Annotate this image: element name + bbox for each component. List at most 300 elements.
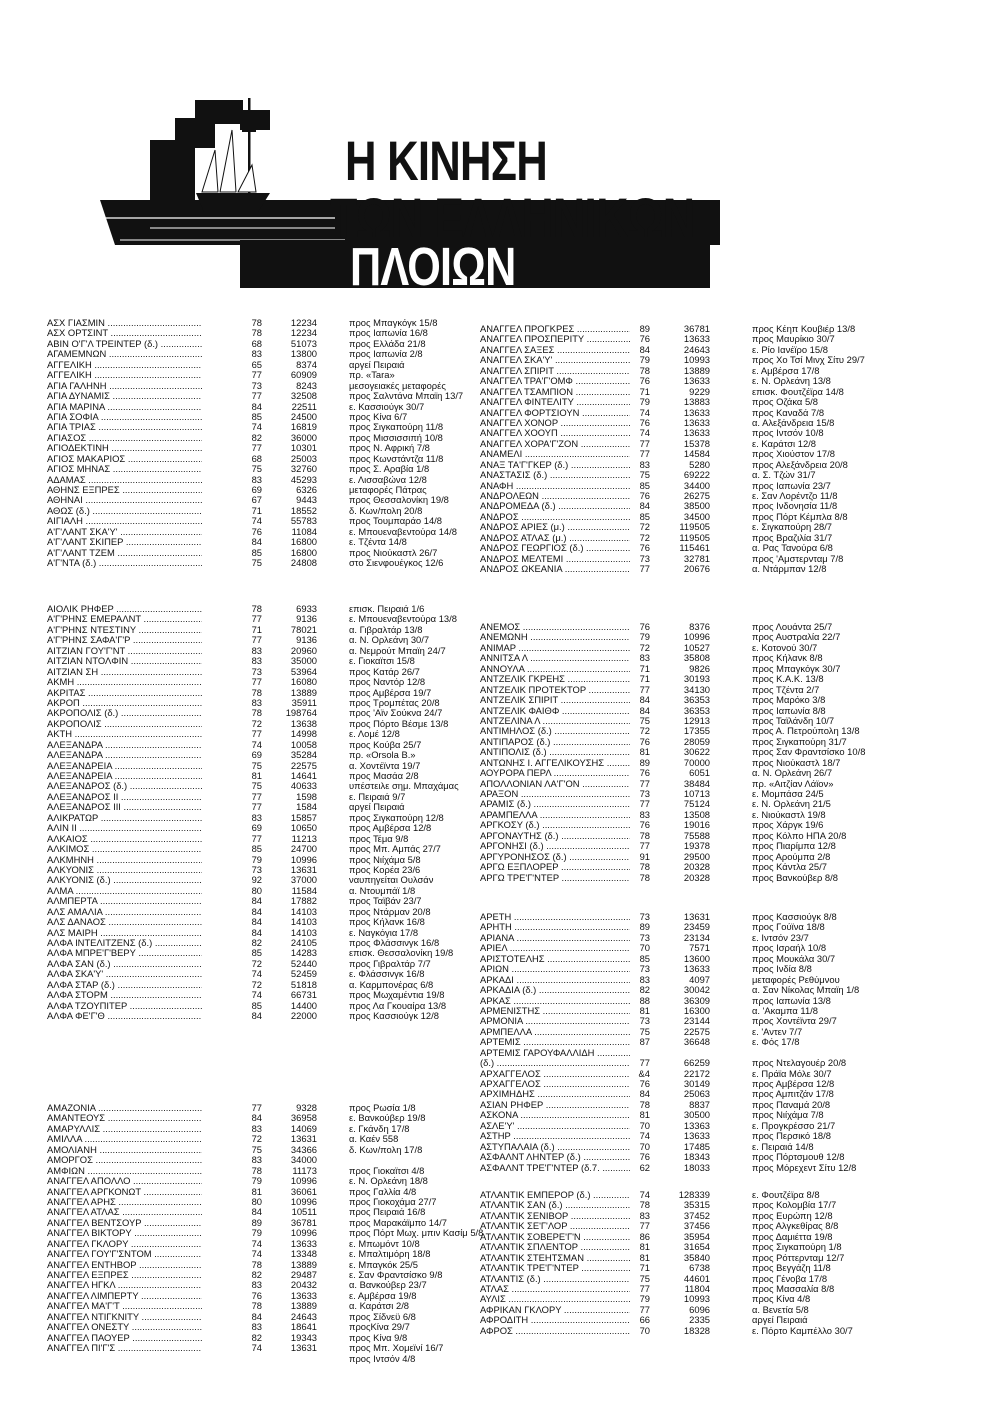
build-year: 75 [251, 759, 262, 771]
tonnage: 11804 [684, 1282, 710, 1294]
ship-row [480, 747, 980, 757]
build-year: 74 [639, 1189, 650, 1200]
tonnage: 29487 [290, 1269, 317, 1280]
destination: προς Ταϊβάν 23/7 [349, 896, 422, 907]
tonnage: 10993 [683, 354, 710, 366]
destination: προς Περσικό 18/8 [752, 1131, 831, 1142]
build-year: 73 [639, 1015, 650, 1027]
tonnage: 10996 [290, 853, 317, 865]
destination: προς Αλγκεθίρας 8/8 [752, 1221, 839, 1232]
tonnage: 9826 [689, 662, 710, 674]
ship-name: ΑΡΚΑΔΙΑ (δ.) ..... [480, 985, 630, 995]
tonnage: 19343 [290, 1331, 317, 1343]
tonnage: 24500 [290, 410, 317, 422]
destination: προς Ν. Αφρική 7/8 [349, 443, 430, 454]
tonnage: 22575 [683, 1025, 710, 1037]
ship-name: ΑΡΓΟΝΗΣΙ (δ.) ..... [480, 841, 630, 851]
build-year: 88 [639, 994, 650, 1006]
tonnage: 35000 [290, 655, 317, 667]
destination: προς Ινδία 8/8 [752, 964, 812, 975]
build-year: 73 [251, 665, 262, 677]
tonnage: 8837 [689, 1098, 710, 1110]
build-year: 72 [251, 1133, 262, 1145]
tonnage: 30500 [683, 1109, 710, 1121]
ship-name: ΑΡΓΟΝΑΥΤΗΣ (δ.) ..... [480, 831, 630, 841]
tonnage: 52459 [290, 968, 317, 980]
destination: ε. Μπωμόντ 10/8 [349, 1238, 420, 1249]
ship-name: ΑΤΛΑΝΤΙΚ ΣΠΛΕΝΤΟΡ ..... [480, 1242, 630, 1252]
destination: προς Χο Τσί Μινχ Σίτυ 29/7 [752, 355, 865, 366]
ship-name: ΑΛΦΑ ΦΕ'Γ'Θ ..... [47, 1011, 202, 1021]
destination: προς Μπ. Χομεϊνί 16/7 [349, 1343, 444, 1354]
tonnage: 53964 [290, 665, 317, 677]
destination: προς Αυστραλία 22/7 [752, 632, 841, 643]
ship-name: ΑΤΛΑΝΤΙΚ ΣΤΕΗΤΣΜΑΝ ..... [480, 1253, 630, 1263]
tonnage: 28059 [683, 735, 710, 747]
tonnage: 38484 [683, 777, 710, 789]
ship-name: Α'Γ'ΛΑΝΤ ΣΚΙΠΕΡ ..... [47, 537, 202, 547]
destination: προς Σίδνεϋ 6/8 [349, 1311, 416, 1322]
ship-name: ΑΚΡΟΠΟΛΙΣ ..... [47, 719, 202, 729]
tonnage: 11584 [291, 884, 317, 896]
destination: α. Ν. Ορλεάνη 26/7 [752, 768, 833, 779]
build-year: 78 [251, 686, 262, 698]
ship-name: ΑΡΜΠΕΛΛΑ ..... [480, 1027, 630, 1037]
tonnage: 14069 [290, 1122, 317, 1134]
tonnage: 35840 [683, 1251, 710, 1263]
listing-block-R1 [480, 324, 980, 575]
build-year: 70 [639, 1324, 650, 1336]
build-year: 84 [251, 536, 262, 548]
tonnage: 13633 [683, 416, 710, 428]
build-year: 84 [251, 400, 262, 412]
build-year: 89 [639, 323, 650, 334]
build-year: 85 [251, 947, 262, 959]
destination: προς Σιγκαπούρη 11/8 [349, 422, 444, 433]
destination: ε. Φλάσσινγκ 16/8 [349, 969, 425, 980]
ship-row [480, 1079, 980, 1089]
destination: επισκ. Πειραιά 1/6 [349, 604, 425, 614]
build-year: 83 [251, 1154, 262, 1166]
ship-name: ΑΡΚΑΣ ..... [480, 996, 630, 1006]
build-year: 82 [251, 937, 262, 948]
ship-name: Α'Γ'ΝΤΑ (δ.) ..... [47, 558, 202, 568]
ship-row [480, 1121, 980, 1131]
destination: μεσογειακές μεταφορές [349, 380, 446, 391]
ship-name: ΑΝΔΡΟΣ ΜΕΛΤΕΜΙ ..... [480, 554, 630, 564]
ship-row [480, 324, 980, 334]
ship-name: ΑΛΕΞΑΝΔΡΑ ..... [47, 750, 202, 760]
ship-name: ΑΙΟΛΙΚ ΡΗΦΕΡ ..... [47, 604, 202, 614]
ship-row [47, 907, 487, 917]
build-year: 85 [639, 510, 650, 522]
destination: ε. Ναγκόγια 17/8 [349, 927, 419, 938]
ship-name: ΑΛΚΑΙΟΣ ..... [47, 834, 202, 844]
ship-row [480, 1200, 980, 1210]
ship-row [47, 875, 487, 885]
ship-row [47, 402, 487, 412]
build-year: 78 [251, 327, 262, 339]
ship-name: ΑΡΧΑΓΓΕΛΟΣ ..... [480, 1079, 630, 1089]
destination: προς Ιντσόν 4/8 [349, 1353, 416, 1364]
ship-row [480, 1253, 980, 1263]
ship-name: ΑΜΦΙΩΝ ..... [47, 1166, 202, 1176]
destination: προς Ιαπωνία 23/7 [752, 480, 831, 491]
destination: ε. Σαν Φραντσίσκο 9/8 [349, 1270, 443, 1280]
tonnage: 13889 [290, 1258, 317, 1270]
ship-row [47, 443, 487, 453]
tonnage: 12913 [683, 714, 710, 726]
build-year: 83 [639, 458, 650, 470]
build-year: 83 [251, 655, 262, 667]
ship-name: ΑΛΙΚΡΑΤΩΡ ..... [47, 813, 202, 823]
destination: προς Σιγκαπούρη 31/7 [752, 736, 847, 747]
destination: προς Γένοβα 17/8 [752, 1273, 828, 1284]
tonnage: 34130 [683, 683, 710, 695]
ship-row [480, 922, 980, 932]
ship-row [47, 1124, 487, 1134]
tonnage: 60909 [290, 369, 317, 381]
destination: προς Γιοκοχάμα 27/7 [349, 1196, 437, 1207]
tonnage: 119505 [679, 531, 710, 543]
ship-name: ΑΝΑΓΓΕΛ ΑΡΗΣ ..... [47, 1197, 202, 1207]
ship-row [480, 954, 980, 964]
destination: προς Σ. Αραβία 1/8 [349, 464, 430, 475]
ship-row [47, 604, 487, 614]
build-year: 84 [251, 895, 262, 907]
ship-name: ΑΓΙΑ ΔΥΝΑΜΙΣ ..... [47, 391, 202, 401]
destination: α. Σαν Νίκολας Μπαϊη 1/8 [752, 985, 860, 996]
ship-row [47, 855, 487, 865]
tonnage: 16800 [290, 536, 317, 548]
ship-row [47, 677, 487, 687]
tonnage: 10996 [683, 631, 710, 643]
tonnage: 13800 [290, 348, 317, 360]
tonnage: 55783 [290, 515, 317, 527]
build-year: 79 [251, 1175, 262, 1187]
build-year: 85 [639, 952, 650, 964]
build-year: 78 [639, 871, 650, 883]
ship-row [480, 564, 980, 574]
tonnage: 16300 [683, 1004, 710, 1016]
build-year: 84 [251, 1010, 262, 1022]
ship-name: Α'Γ'ΡΗΝΣ ΣΑΦΑ'Γ'Ρ ..... [47, 635, 202, 645]
ship-row [480, 481, 980, 491]
ship-name: ΑΓΙΑ ΣΟΦΙΑ ..... [47, 412, 202, 422]
destination: ε. Φός 17/8 [752, 1037, 800, 1048]
tonnage: 13889 [290, 1300, 317, 1312]
ship-row [480, 491, 980, 501]
ship-name: ΑΛΜΑ ..... [47, 886, 202, 896]
ship-row [47, 823, 487, 833]
tonnage: 9328 [296, 1102, 317, 1113]
ship-name: ΑΝΑΓΓΕΛ ΧΟΟΥΠ ..... [480, 428, 630, 438]
tonnage: 22511 [291, 400, 317, 412]
ship-name: ΑΡΓΚΟΣΥ (δ.) ..... [480, 820, 630, 830]
ship-name: ΑΝΑΓΓΕΛ ΣΑΞΕΣ ..... [480, 345, 630, 355]
ship-row [480, 1232, 980, 1242]
ship-row [47, 792, 487, 802]
destination: ε. Ν. Ορλεάνη 18/8 [349, 1176, 428, 1187]
build-year: 74 [251, 989, 262, 1001]
ship-row [47, 516, 487, 526]
destination: προς Ευρώπη 12/8 [752, 1210, 833, 1221]
ship-name: ΑΝΙΜΑΡ ..... [480, 643, 630, 653]
build-year: 76 [251, 1289, 262, 1301]
build-year: 78 [639, 861, 650, 873]
build-year: 73 [251, 863, 262, 875]
destination: α. Βενετία 5/8 [752, 1304, 809, 1315]
ship-row [47, 454, 487, 464]
ship-name: ΑΝΔΡΟΣ ..... [480, 512, 630, 522]
tonnage: 14400 [290, 999, 317, 1011]
destination: πρ. «Αιτζίαν Λάϊον» [752, 778, 834, 789]
build-year: 76 [639, 767, 650, 779]
tonnage: 18033 [683, 1161, 710, 1173]
tonnage: 37000 [290, 874, 317, 886]
tonnage: 13638 [290, 717, 317, 729]
ship-row [47, 990, 487, 1000]
ship-row [47, 708, 487, 718]
tonnage: 17485 [683, 1140, 710, 1152]
destination: προς Σαλντάνα Μπαϊη 13/7 [349, 391, 464, 402]
ship-row [480, 1048, 980, 1058]
ship-row [480, 933, 980, 943]
tonnage: 30622 [683, 746, 710, 758]
ship-row [47, 802, 487, 812]
ship-row [480, 1100, 980, 1110]
tonnage: 29500 [683, 850, 710, 862]
tonnage: 23459 [683, 921, 710, 933]
build-year: 81 [639, 1109, 650, 1121]
ship-row [47, 1134, 487, 1144]
ship-row [47, 844, 487, 854]
build-year: 84 [251, 916, 262, 928]
ship-row [47, 928, 487, 938]
tonnage: 34366 [290, 1143, 317, 1155]
tonnage: 52440 [290, 957, 317, 969]
listing-block-R2 [480, 622, 980, 883]
destination: στο Σιενφουέγκος 12/6 [349, 558, 444, 569]
build-year: 70 [639, 1119, 650, 1131]
destination: προς Θεσσαλονίκη 19/8 [349, 495, 449, 506]
tonnage: 12234 [290, 317, 317, 328]
ship-row [480, 873, 980, 883]
ship-name: ΑΤΛΑΝΤΙΚ ΣΕ'Γ'ΛΟΡ ..... [480, 1221, 630, 1231]
destination: ε. Πράϊα Μόλε 30/7 [752, 1068, 832, 1079]
tonnage: 13348 [290, 1248, 317, 1260]
build-year: 65 [251, 358, 262, 370]
destination: προς Ελλάδα 21/8 [349, 338, 426, 349]
ship-name: ΑΝΑΓΓΕΛ ΟΝΕΣΤΥ ..... [47, 1322, 202, 1332]
build-year: 84 [251, 1310, 262, 1322]
destination: προς Κήλανκ 8/8 [752, 653, 823, 664]
tonnage: 10996 [290, 1175, 317, 1187]
tonnage: 35808 [683, 652, 710, 664]
ship-row [47, 1197, 487, 1207]
ship-row [480, 622, 980, 632]
build-year: 83 [639, 808, 650, 820]
tonnage: 16080 [290, 676, 317, 688]
tonnage: 14103 [290, 916, 317, 928]
ship-row [47, 948, 487, 958]
build-year: 76 [639, 735, 650, 747]
ship-name: ΑΚΡΙΤΑΣ ..... [47, 688, 202, 698]
ship-name: ΑΝΑΓΓΕΛ ΦΙΝΤΕΛΙΤΥ ..... [480, 397, 630, 407]
ship-name: ΑΝΤΙΜΗΛΟΣ (δ.) ..... [480, 726, 630, 736]
ship-row [480, 522, 980, 532]
tonnage: 1584 [296, 801, 317, 813]
ship-name: ΑΣΧ ΓΙΑΣΜΙΝ ..... [47, 318, 202, 328]
destination: προς Πόρτ Μωχ. μπιν Κασίμ 5/8 [349, 1228, 484, 1239]
ship-name: ΑΛΦΑ ΣΚΑ'Υ' ..... [47, 969, 202, 979]
tonnage: 13633 [290, 1237, 317, 1249]
destination: προς Κασσιούγκ 12/8 [349, 1011, 439, 1022]
ship-row [47, 729, 487, 739]
ship-name: ΑΝΤΖΕΛΙΚ ΣΠΙΡΙΤ ..... [480, 695, 630, 705]
destination: προς Κολομβία 17/7 [752, 1200, 837, 1211]
tonnage: 15378 [683, 437, 710, 449]
tonnage: 13633 [683, 1130, 710, 1142]
tonnage: 13633 [683, 406, 710, 418]
destination: ε. Γιοκαϊτσι 15/8 [349, 656, 415, 667]
tonnage: 16800 [290, 546, 317, 558]
ship-name: ΑΚΤΗ ..... [47, 729, 202, 739]
destination: προς Κωνστάντζα 11/8 [349, 453, 444, 464]
build-year: 75 [639, 1025, 650, 1037]
ship-row [47, 750, 487, 760]
destination: ε. Λομέ 12/8 [349, 729, 400, 740]
build-year: 78 [251, 1164, 262, 1176]
ship-row [480, 460, 980, 470]
ship-row [47, 349, 487, 359]
tonnage: 20432 [290, 1279, 317, 1291]
ship-name: ΑΜΑΝΤΕΟΥΣ ..... [47, 1113, 202, 1123]
tonnage: 2335 [689, 1314, 710, 1326]
tonnage: 115461 [679, 542, 710, 554]
destination: προς Μαυρίκιο 30/7 [752, 334, 835, 345]
build-year: 78 [251, 317, 262, 328]
ship-row [47, 834, 487, 844]
ship-row [47, 1354, 487, 1364]
build-year: 72 [639, 521, 650, 533]
ship-name: ΑΓΓΕΛΙΚΗ ..... [47, 370, 202, 380]
destination: προς Α. Πετρούπολη 13/8 [752, 726, 860, 737]
build-year: 77 [639, 437, 650, 449]
ship-name: ΑΡΑΞΟΝ ..... [480, 789, 630, 799]
tonnage: 14103 [290, 926, 317, 938]
ship-row [480, 799, 980, 809]
ship-row [47, 1333, 487, 1343]
listing-block-L1 [47, 318, 487, 569]
build-year: 78 [251, 1258, 262, 1270]
build-year: 83 [251, 473, 262, 485]
build-year: 70 [639, 1140, 650, 1152]
tonnage: 32781 [683, 552, 710, 564]
destination: προς Κορέα 23/6 [349, 864, 421, 875]
ship-name: Α'Γ'ΛΑΝΤ ΣΚΑ'Υ' ..... [47, 527, 202, 537]
ship-name: ΑΙΤΖΙΑΝ ΓΟΥ'Γ'ΝΤ ..... [47, 646, 202, 656]
ship-name: ΑΝΕΜΩΝΗ ..... [480, 632, 630, 642]
destination: α. Καράτσι 2/8 [349, 1301, 410, 1312]
tonnage: 66259 [683, 1057, 710, 1069]
destination: προς Ισραήλ 10/8 [752, 943, 827, 954]
build-year: 78 [251, 603, 262, 614]
destination: προς Πόρτσμουθ 12/8 [752, 1152, 845, 1163]
title-line-1: Η ΚΙΝΗΣΗ [345, 129, 547, 192]
ship-name: ΑΤΛΑΝΤΙΚ ΤΡΕ'Γ'ΝΤΕΡ ..... [480, 1263, 630, 1273]
ship-name: ΑΡΚΑΔΙ ..... [480, 975, 630, 985]
ship-row [47, 1312, 487, 1322]
build-year: 83 [251, 1122, 262, 1134]
tonnage: 18552 [290, 504, 317, 516]
destination: προς Φλάσσινγκ 16/8 [349, 938, 440, 948]
destination: ε. Σιγκαπούρη 28/7 [752, 522, 833, 533]
ship-name: ΑΛΕΞΑΝΔΡΕΙΑ ..... [47, 771, 202, 781]
build-year: 81 [639, 1241, 650, 1253]
ship-row [47, 980, 487, 990]
destination: α. Καρμπονέρας 6/8 [349, 979, 434, 990]
tonnage: 18328 [683, 1324, 710, 1336]
ship-name: ΑΝΤΖΕΛΙΚ ΠΡΟΤΕΚΤΟΡ ..... [480, 685, 630, 695]
build-year: 79 [639, 354, 650, 366]
build-year: 83 [251, 1279, 262, 1291]
ship-row [480, 685, 980, 695]
build-year: 82 [251, 1269, 262, 1280]
build-year: 77 [639, 840, 650, 852]
tonnage: 35954 [683, 1230, 710, 1242]
ship-row [480, 1190, 980, 1200]
tonnage: 198764 [285, 707, 317, 719]
destination: προς Ντελαγουέρ 20/8 [752, 1058, 847, 1069]
ship-row [47, 886, 487, 896]
destination: ε. Μπαλτιμόρη 18/8 [349, 1249, 431, 1260]
ship-row [47, 527, 487, 537]
build-year: 74 [251, 515, 262, 527]
ship-row [47, 1176, 487, 1186]
ship-row [480, 408, 980, 418]
ship-name: ΑΙΤΖΙΑΝ ΝΤΟΛΦΙΝ ..... [47, 656, 202, 666]
ship-name: ΑΤΛΑΣ ..... [480, 1284, 630, 1294]
ship-row [480, 768, 980, 778]
destination: α. Αλεξάνδρεια 15/8 [752, 417, 835, 428]
destination: αργεί Πειραιά [349, 802, 405, 813]
tonnage: 36309 [683, 994, 710, 1006]
destination: ε. Πειραιά 9/7 [349, 791, 406, 802]
ship-row [47, 1270, 487, 1280]
build-year: 76 [639, 416, 650, 428]
ship-name: ΑΛΣ ΔΑΝΑΟΣ ..... [47, 917, 202, 927]
destination: προς Νιίχάμα 7/8 [752, 1110, 824, 1121]
build-year: 77 [639, 777, 650, 789]
tonnage: 20676 [683, 563, 710, 575]
ship-row [480, 820, 980, 830]
build-year: 69 [251, 484, 262, 495]
tonnage: 20960 [290, 644, 317, 656]
ship-row [47, 558, 487, 568]
ship-name: Α'Γ'ΡΗΝΣ ΕΜΕΡΑΛΝΤ ..... [47, 614, 202, 624]
destination: προς Πόρτ Κέμπλα 8/8 [752, 511, 848, 522]
ship-name: ΑΝΔΡΟΣ ΑΡΙΕΣ (μ.) ..... [480, 522, 630, 532]
build-year: 74 [251, 1237, 262, 1249]
tonnage: 30042 [683, 984, 710, 996]
ship-row [480, 726, 980, 736]
ship-row [47, 1207, 487, 1217]
destination: προς Λουάντα 25/7 [752, 622, 833, 632]
build-year: 77 [251, 801, 262, 813]
destination: δ. Κων/πολη 20/8 [349, 505, 423, 516]
destination: επισκ. Φουτζέϊρα 14/8 [752, 386, 844, 397]
